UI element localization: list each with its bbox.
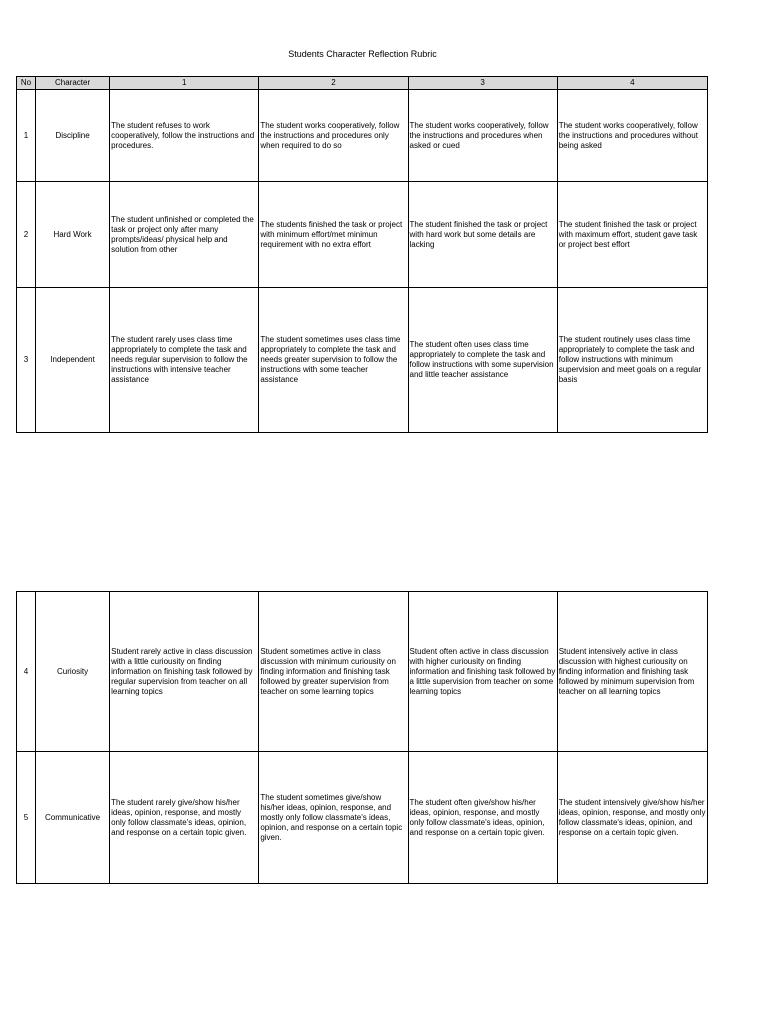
row-number: 2 — [17, 182, 36, 288]
level-4-description: The student works cooperatively, follow the instructions and procedures without being asked — [557, 90, 707, 182]
level-1-description: The student refuses to work cooperatively, follow the instructions and procedures. — [110, 90, 259, 182]
character-name: Discipline — [36, 90, 110, 182]
row-number: 5 — [17, 752, 36, 884]
table-row — [17, 288, 708, 433]
level-1-description: The student rarely give/show his/her ideas, opinion, response, and mostly only follow classmate's ideas, opinion, and response on a certain topic given. — [110, 752, 259, 884]
level-3-description: Student often active in class discussion with higher curiousity on finding information and finishing task followed by a little supervision from teacher on some learning topics — [408, 592, 557, 752]
row-number: 1 — [17, 90, 36, 182]
level-3-description: The student often uses class time appropriately to complete the task and follow instructions with some supervision and little teacher assistance — [408, 288, 557, 433]
level-4-description: The student routinely uses class time appropriately to complete the task and follow instructions with minimum supervision and meet goals on a regular basis — [557, 288, 707, 433]
table-header-row — [17, 77, 708, 90]
table-row — [17, 752, 708, 884]
level-4-description: Student intensively active in class discussion with highest curiousity on finding information and finishing task followed by minimum supervision from teacher on all learning topics — [557, 592, 707, 752]
character-name: Independent — [36, 288, 110, 433]
level-2-description: The student sometimes give/show his/her ideas, opinion, response, and mostly only follow classmate's ideas, opinion, and response on a certain topic given. — [259, 752, 408, 884]
level-3-description: The student finished the task or project with hard work but some details are lacking — [408, 182, 557, 288]
table-row — [17, 90, 708, 182]
header-no: No — [17, 77, 36, 90]
header-level-3: 3 — [408, 77, 557, 90]
level-1-description: The student unfinished or completed the task or project only after many prompts/ideas/ physical help and solution from other — [110, 182, 259, 288]
level-2-description: The student works cooperatively, follow the instructions and procedures only when required to do so — [259, 90, 408, 182]
page-title: Students Character Reflection Rubric — [288, 49, 437, 59]
header-level-2: 2 — [259, 77, 408, 90]
rubric-table-part-2 — [16, 591, 708, 884]
level-4-description: The student finished the task or project with maximum effort, student gave task or project best effort — [557, 182, 707, 288]
level-1-description: The student rarely uses class time appropriately to complete the task and needs regular supervision to follow the instructions with intensive teacher assistance — [110, 288, 259, 433]
level-3-description: The student often give/show his/her ideas, opinion, response, and mostly only follow classmate's ideas, opinion, and response on a certain topic given. — [408, 752, 557, 884]
level-2-description: Student sometimes active in class discussion with minimum curiousity on finding information and finishing task followed by greater supervision from teacher on some learning topics — [259, 592, 408, 752]
row-number: 3 — [17, 288, 36, 433]
level-2-description: The students finished the task or project with minimum effort/met minimun requirement with no extra effort — [259, 182, 408, 288]
header-character: Character — [36, 77, 110, 90]
character-name: Curiosity — [36, 592, 110, 752]
header-level-1: 1 — [110, 77, 259, 90]
table-row — [17, 592, 708, 752]
level-1-description: Student rarely active in class discussion with a little curiousity on finding information on finishing task followed by regular supervision from teacher on all learning topics — [110, 592, 259, 752]
level-3-description: The student works cooperatively, follow the instructions and procedures when asked or cued — [408, 90, 557, 182]
level-4-description: The student intensively give/show his/her ideas, opinion, response, and mostly only follow classmate's ideas, opinion, and response on a certain topic given. — [557, 752, 707, 884]
rubric-table-part-1 — [16, 76, 708, 433]
character-name: Hard Work — [36, 182, 110, 288]
level-2-description: The student sometimes uses class time appropriately to complete the task and needs greater supervision to follow the instructions with some teacher assistance — [259, 288, 408, 433]
table-row — [17, 182, 708, 288]
row-number: 4 — [17, 592, 36, 752]
character-name: Communicative — [36, 752, 110, 884]
header-level-4: 4 — [557, 77, 707, 90]
